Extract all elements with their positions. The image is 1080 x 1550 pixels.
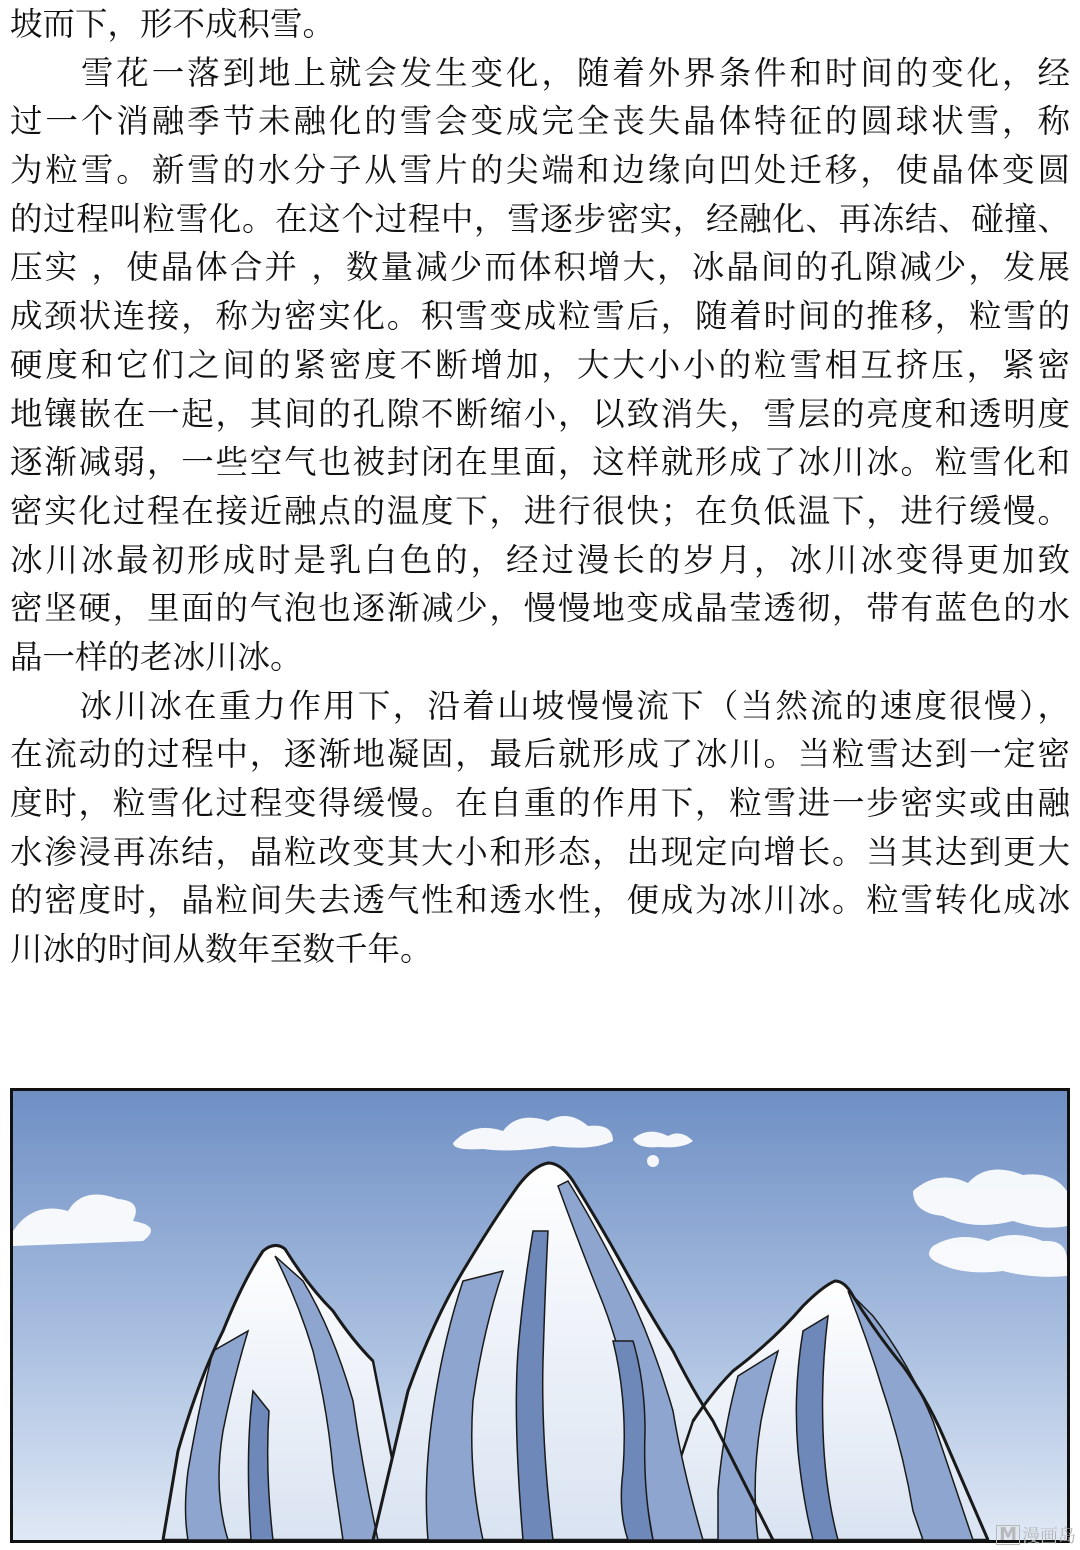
paragraph-line: 地镶嵌在一起，其间的孔隙不断缩小，以致消失，雪层的亮度和透明度 [10, 394, 1070, 433]
paragraph-line: 逐渐减弱，一些空气也被封闭在里面，这样就形成了冰川冰。粒雪化和 [10, 443, 1070, 482]
paragraph-line: 密实化过程在接近融点的温度下，进行很快；在负低温下，进行缓慢。 [10, 491, 1070, 530]
paragraph-line: 雪花一落到地上就会发生变化，随着外界条件和时间的变化，经 [10, 53, 1070, 92]
cloud-puff [647, 1155, 659, 1167]
paragraph-line: 冰川冰在重力作用下，沿着山坡慢慢流下（当然流的速度很慢）， [10, 686, 1070, 725]
paragraph-line: 成颈状连接，称为密实化。积雪变成粒雪后，随着时间的推移，粒雪的 [10, 297, 1070, 336]
watermark-logo [996, 1522, 1076, 1548]
paragraph-line: 过一个消融季节未融化的雪会变成完全丧失晶体特征的圆球状雪，称 [10, 102, 1070, 141]
paragraph-line: 在流动的过程中，逐渐地凝固，最后就形成了冰川。当粒雪达到一定密 [10, 735, 1070, 774]
paragraph-line: 度时，粒雪化过程变得缓慢。在自重的作用下，粒雪进一步密实或由融 [10, 784, 1070, 822]
paragraph-line: 硬度和它们之间的紧密度不断增加，大大小小的粒雪相互挤压，紧密 [10, 345, 1070, 384]
paragraph-line: 的密度时，晶粒间失去透气性和透水性，便成为冰川冰。粒雪转化成冰 [10, 881, 1070, 920]
paragraph-line: 冰川冰最初形成时是乳白色的，经过漫长的岁月，冰川冰变得更加致 [10, 540, 1070, 579]
paragraph-line: 川冰的时间从数年至数千年。 [10, 930, 433, 969]
paragraph-line: 坡而下，形不成积雪。 [10, 5, 336, 43]
paragraph-line: 水渗浸再冻结，晶粒改变其大小和形态，出现定向增长。当其达到更大 [10, 832, 1070, 871]
snow-mountain-illustration [10, 1088, 1070, 1543]
paragraph-line: 压实 ，使晶体合并 ，数量减少而体积增大，冰晶间的孔隙减少，发展 [10, 248, 1070, 287]
watermark-letter: M [996, 1525, 1020, 1545]
mountain-svg [13, 1091, 1067, 1540]
paragraph-line: 为粒雪。新雪的水分子从雪片的尖端和边缘向凹处迁移，使晶体变圆 [10, 151, 1070, 190]
watermark-text: 漫画岛 [1022, 1526, 1076, 1547]
paragraph-line: 晶一样的老冰川冰。 [10, 637, 303, 676]
paragraph-line: 的过程叫粒雪化。在这个过程中，雪逐步密实，经融化、再冻结、碰撞、 [10, 199, 1070, 238]
article-text [10, 0, 1070, 974]
paragraph-line: 密坚硬，里面的气泡也逐渐减少，慢慢地变成晶莹透彻，带有蓝色的水 [10, 589, 1070, 628]
